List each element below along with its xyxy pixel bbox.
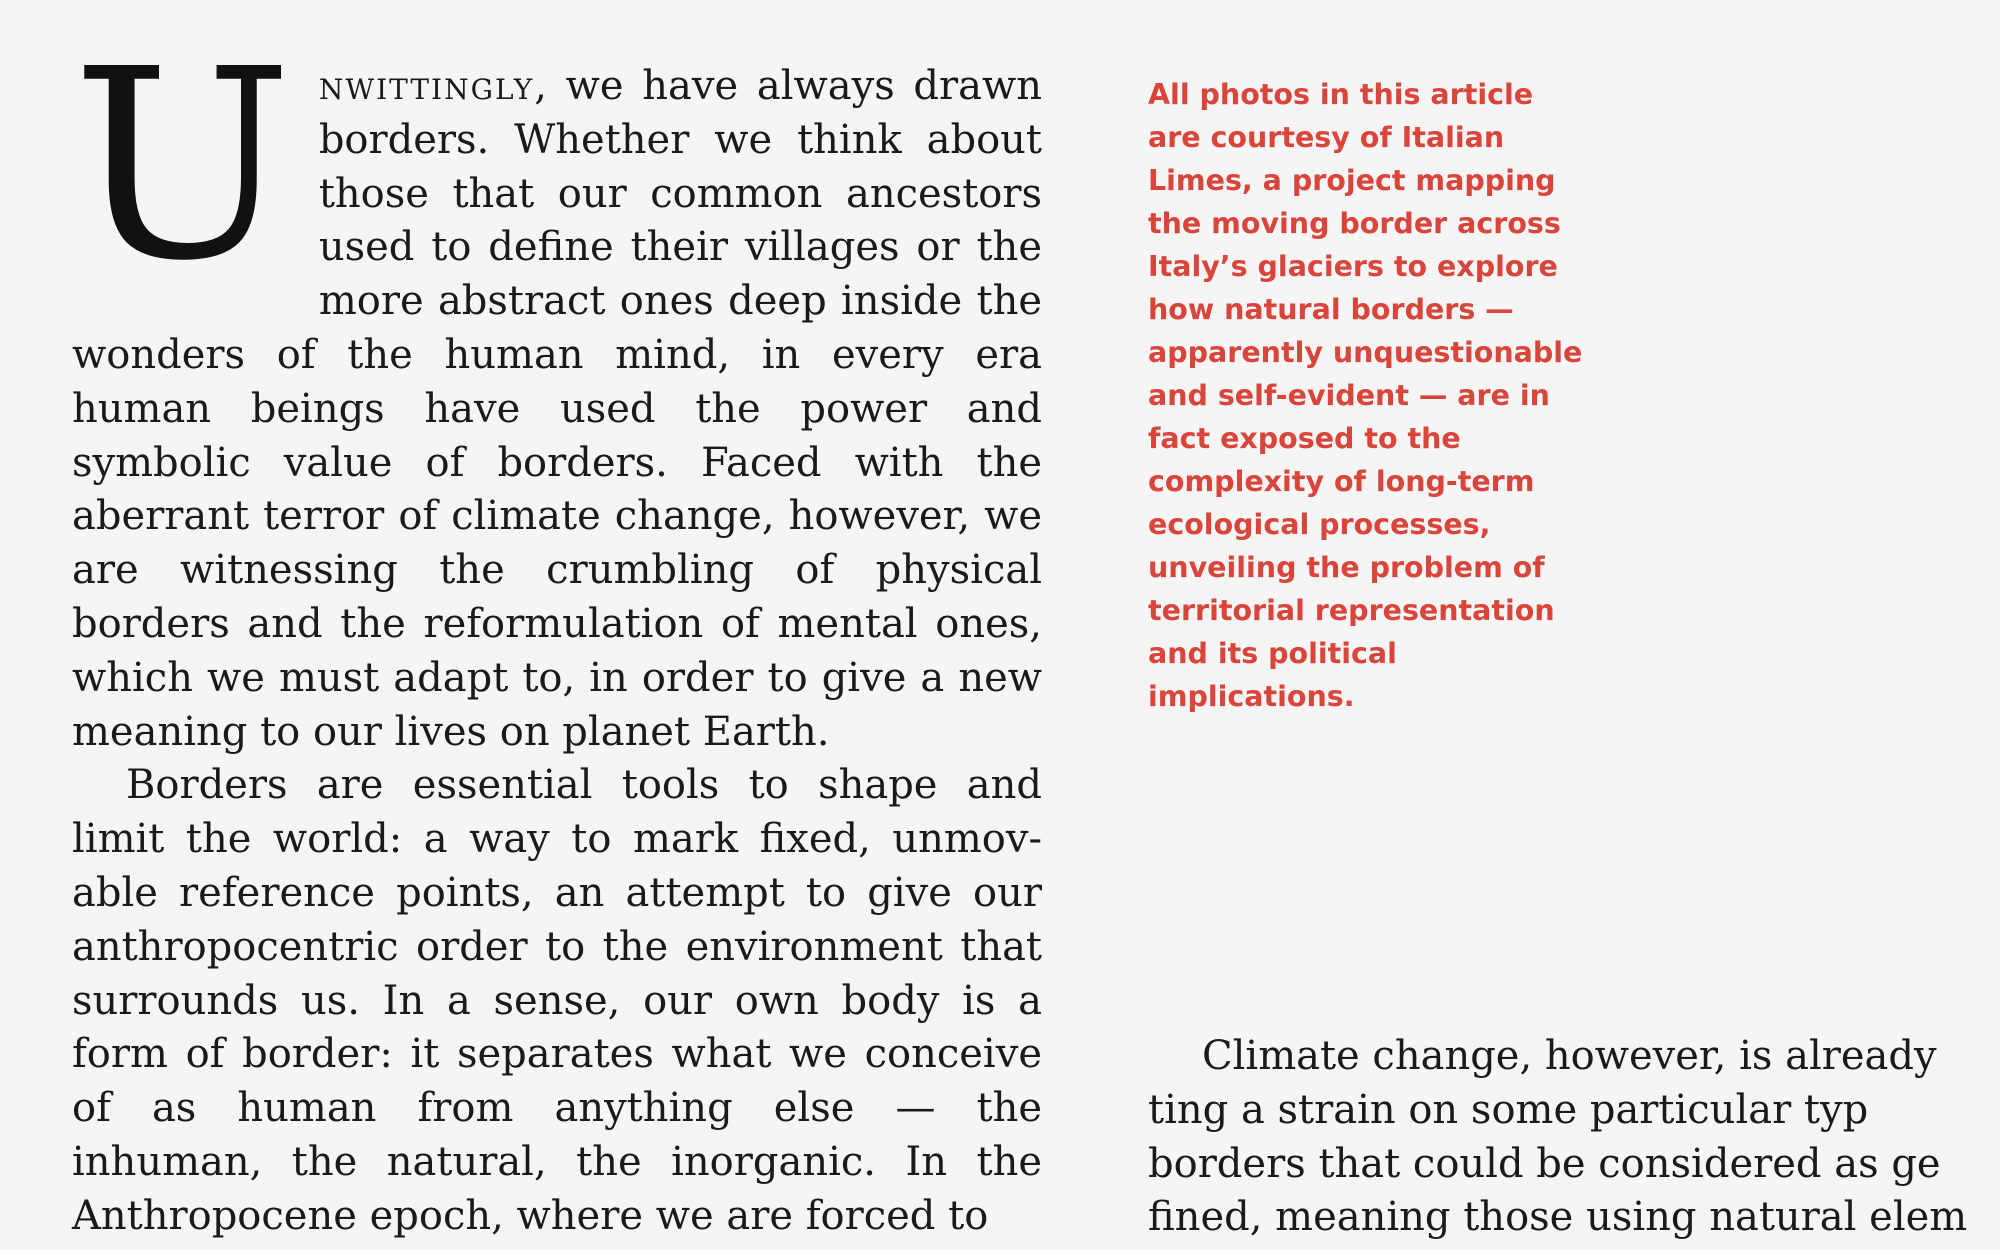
photo-credit-caption: All photos in this article are courtesy of Italian Limes, a project mapping the moving border across Italy’s glaciers to explore how natural borders — apparently unquestionable and self-evident — are in fact exposed to the complexity of long-term ecological processes, unveiling the problem of territorial representation and its political implications.	[1148, 78, 1583, 713]
article-paragraph-1	[72, 13, 1042, 759]
article-left-column	[72, 13, 1042, 1244]
article-paragraph-2: Borders are essential tools to shape and limit the world: a way to mark fixed, unmovable reference points, an attempt to give our anthropocentric order to the environment that surrounds us. In a sense, our own body is a form of border: it separates what we conceive of as human from anything else — the inhuman, the natural, the inorganic. In the Anthropocene epoch, where we are forced to	[72, 762, 1042, 1239]
right-column-line: Climate change, however, is already	[1202, 1033, 1937, 1079]
right-column-line: borders that could be considered as ge	[1148, 1140, 1941, 1187]
right-column-line: ting a strain on some particular typ	[1148, 1086, 1869, 1133]
right-column-line: fined, meaning those using natural elem	[1148, 1194, 1968, 1241]
paragraph-1-text: , we have always drawn borders. Whether we think about those that our common ancestors used to define their villages or the more abstract ones deep inside the wonders of the human mind, in every era human beings have used the power and symbolic value of borders. Faced with the aberrant terror of climate change, however, we are witnessing the crumbling of physical borders and the reformulation of mental ones, which we must adapt to, in order to give a new meaning to our lives on planet Earth.	[72, 63, 1042, 755]
lead-smallcaps: nwittingly	[318, 63, 535, 109]
article-right-column	[1148, 1030, 2000, 1245]
drop-cap: U	[72, 13, 293, 318]
